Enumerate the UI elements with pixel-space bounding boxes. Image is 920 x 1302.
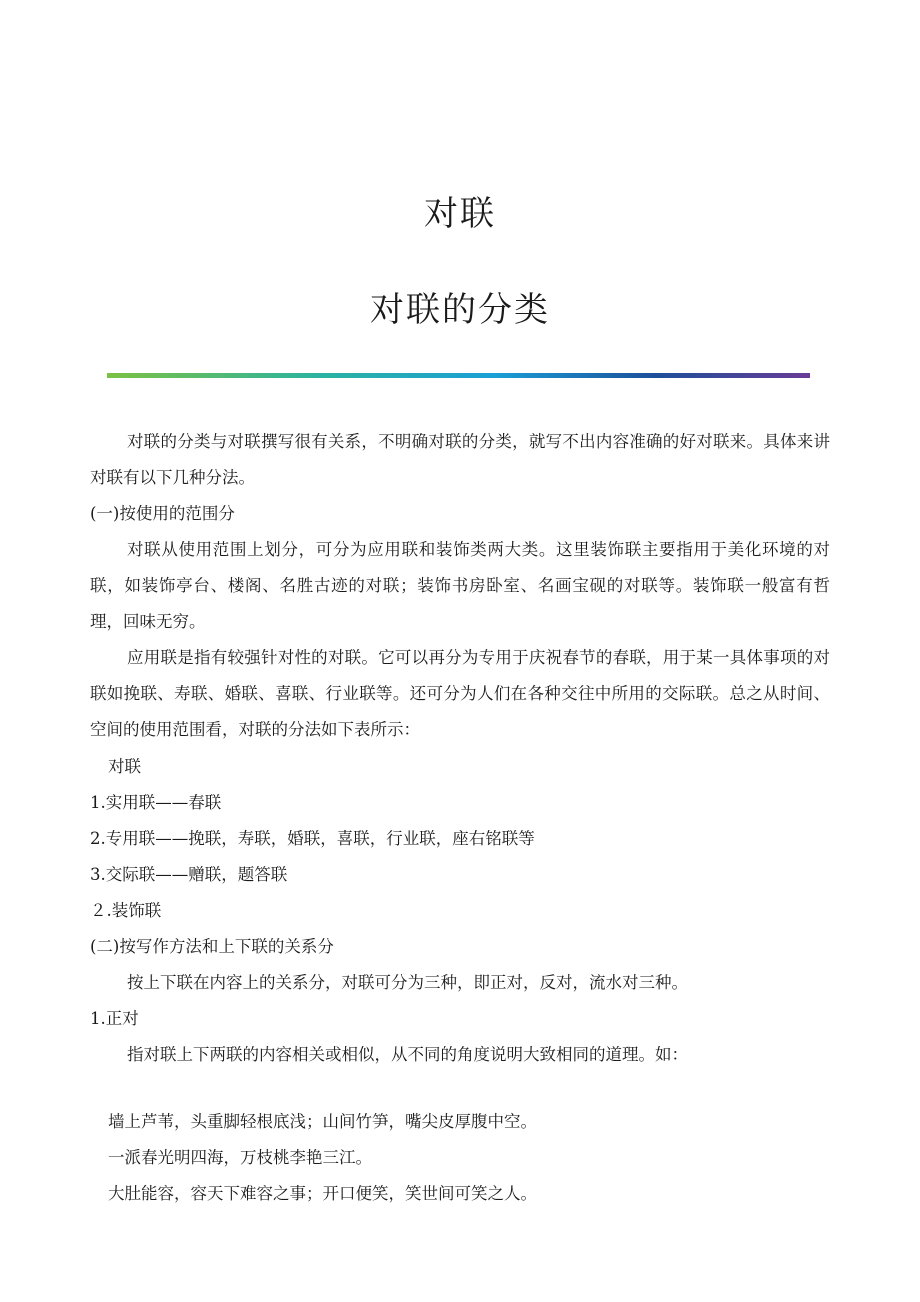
table-head: 对联	[108, 757, 141, 776]
example-couplet: 大肚能容，容天下难容之事；开口便笑，笑世间可笑之人。	[108, 1184, 537, 1203]
list-item: 2.专用联——挽联，寿联，婚联，喜联，行业联，座右铭联等	[90, 829, 535, 848]
list-item: ２.装饰联	[90, 901, 162, 920]
list-item: 3.交际联——赠联，题答联	[90, 865, 288, 884]
document-title: 对联	[424, 194, 496, 234]
paragraph-applied: 应用联是指有较强针对性的对联。它可以再分为专用于庆祝春节的春联，用于某一具体事项的对联如挽联、寿联、婚联、喜联、行业联等。还可分为人们在各种交往中所用的交际联。总之从时间、空间的使用范围看，对联的分法如下表所示：	[90, 648, 830, 739]
section-heading-1: (一)按使用的范围分	[90, 504, 235, 523]
paragraph-relation: 按上下联在内容上的关系分，对联可分为三种，即正对，反对，流水对三种。	[127, 973, 688, 992]
paragraph-decorative: 对联从使用范围上划分，可分为应用联和装饰类两大类。这里装饰联主要指用于美化环境的对联，如装饰亭台、楼阁、名胜古迹的对联；装饰书房卧室、名画宝砚的对联等。装饰联一般富有哲理，回味无穷。	[90, 540, 830, 631]
subsection-heading: 1.正对	[90, 1009, 139, 1028]
example-couplet: 墙上芦苇，头重脚轻根底浅；山间竹笋，嘴尖皮厚腹中空。	[108, 1112, 537, 1131]
paragraph-intro: 对联的分类与对联撰写很有关系，不明确对联的分类，就写不出内容准确的好对联来。具体来讲对联有以下几种分法。	[90, 432, 830, 487]
example-couplet: 一派春光明四海，万枝桃李艳三江。	[108, 1148, 372, 1167]
paragraph-zhengdui: 指对联上下两联的内容相关或相似，从不同的角度说明大致相同的道理。如：	[127, 1045, 688, 1064]
gradient-divider	[107, 373, 810, 378]
section-heading-2: (二)按写作方法和上下联的关系分	[90, 937, 334, 956]
document-subtitle: 对联的分类	[370, 290, 550, 330]
list-item: 1.实用联——春联	[90, 793, 222, 812]
